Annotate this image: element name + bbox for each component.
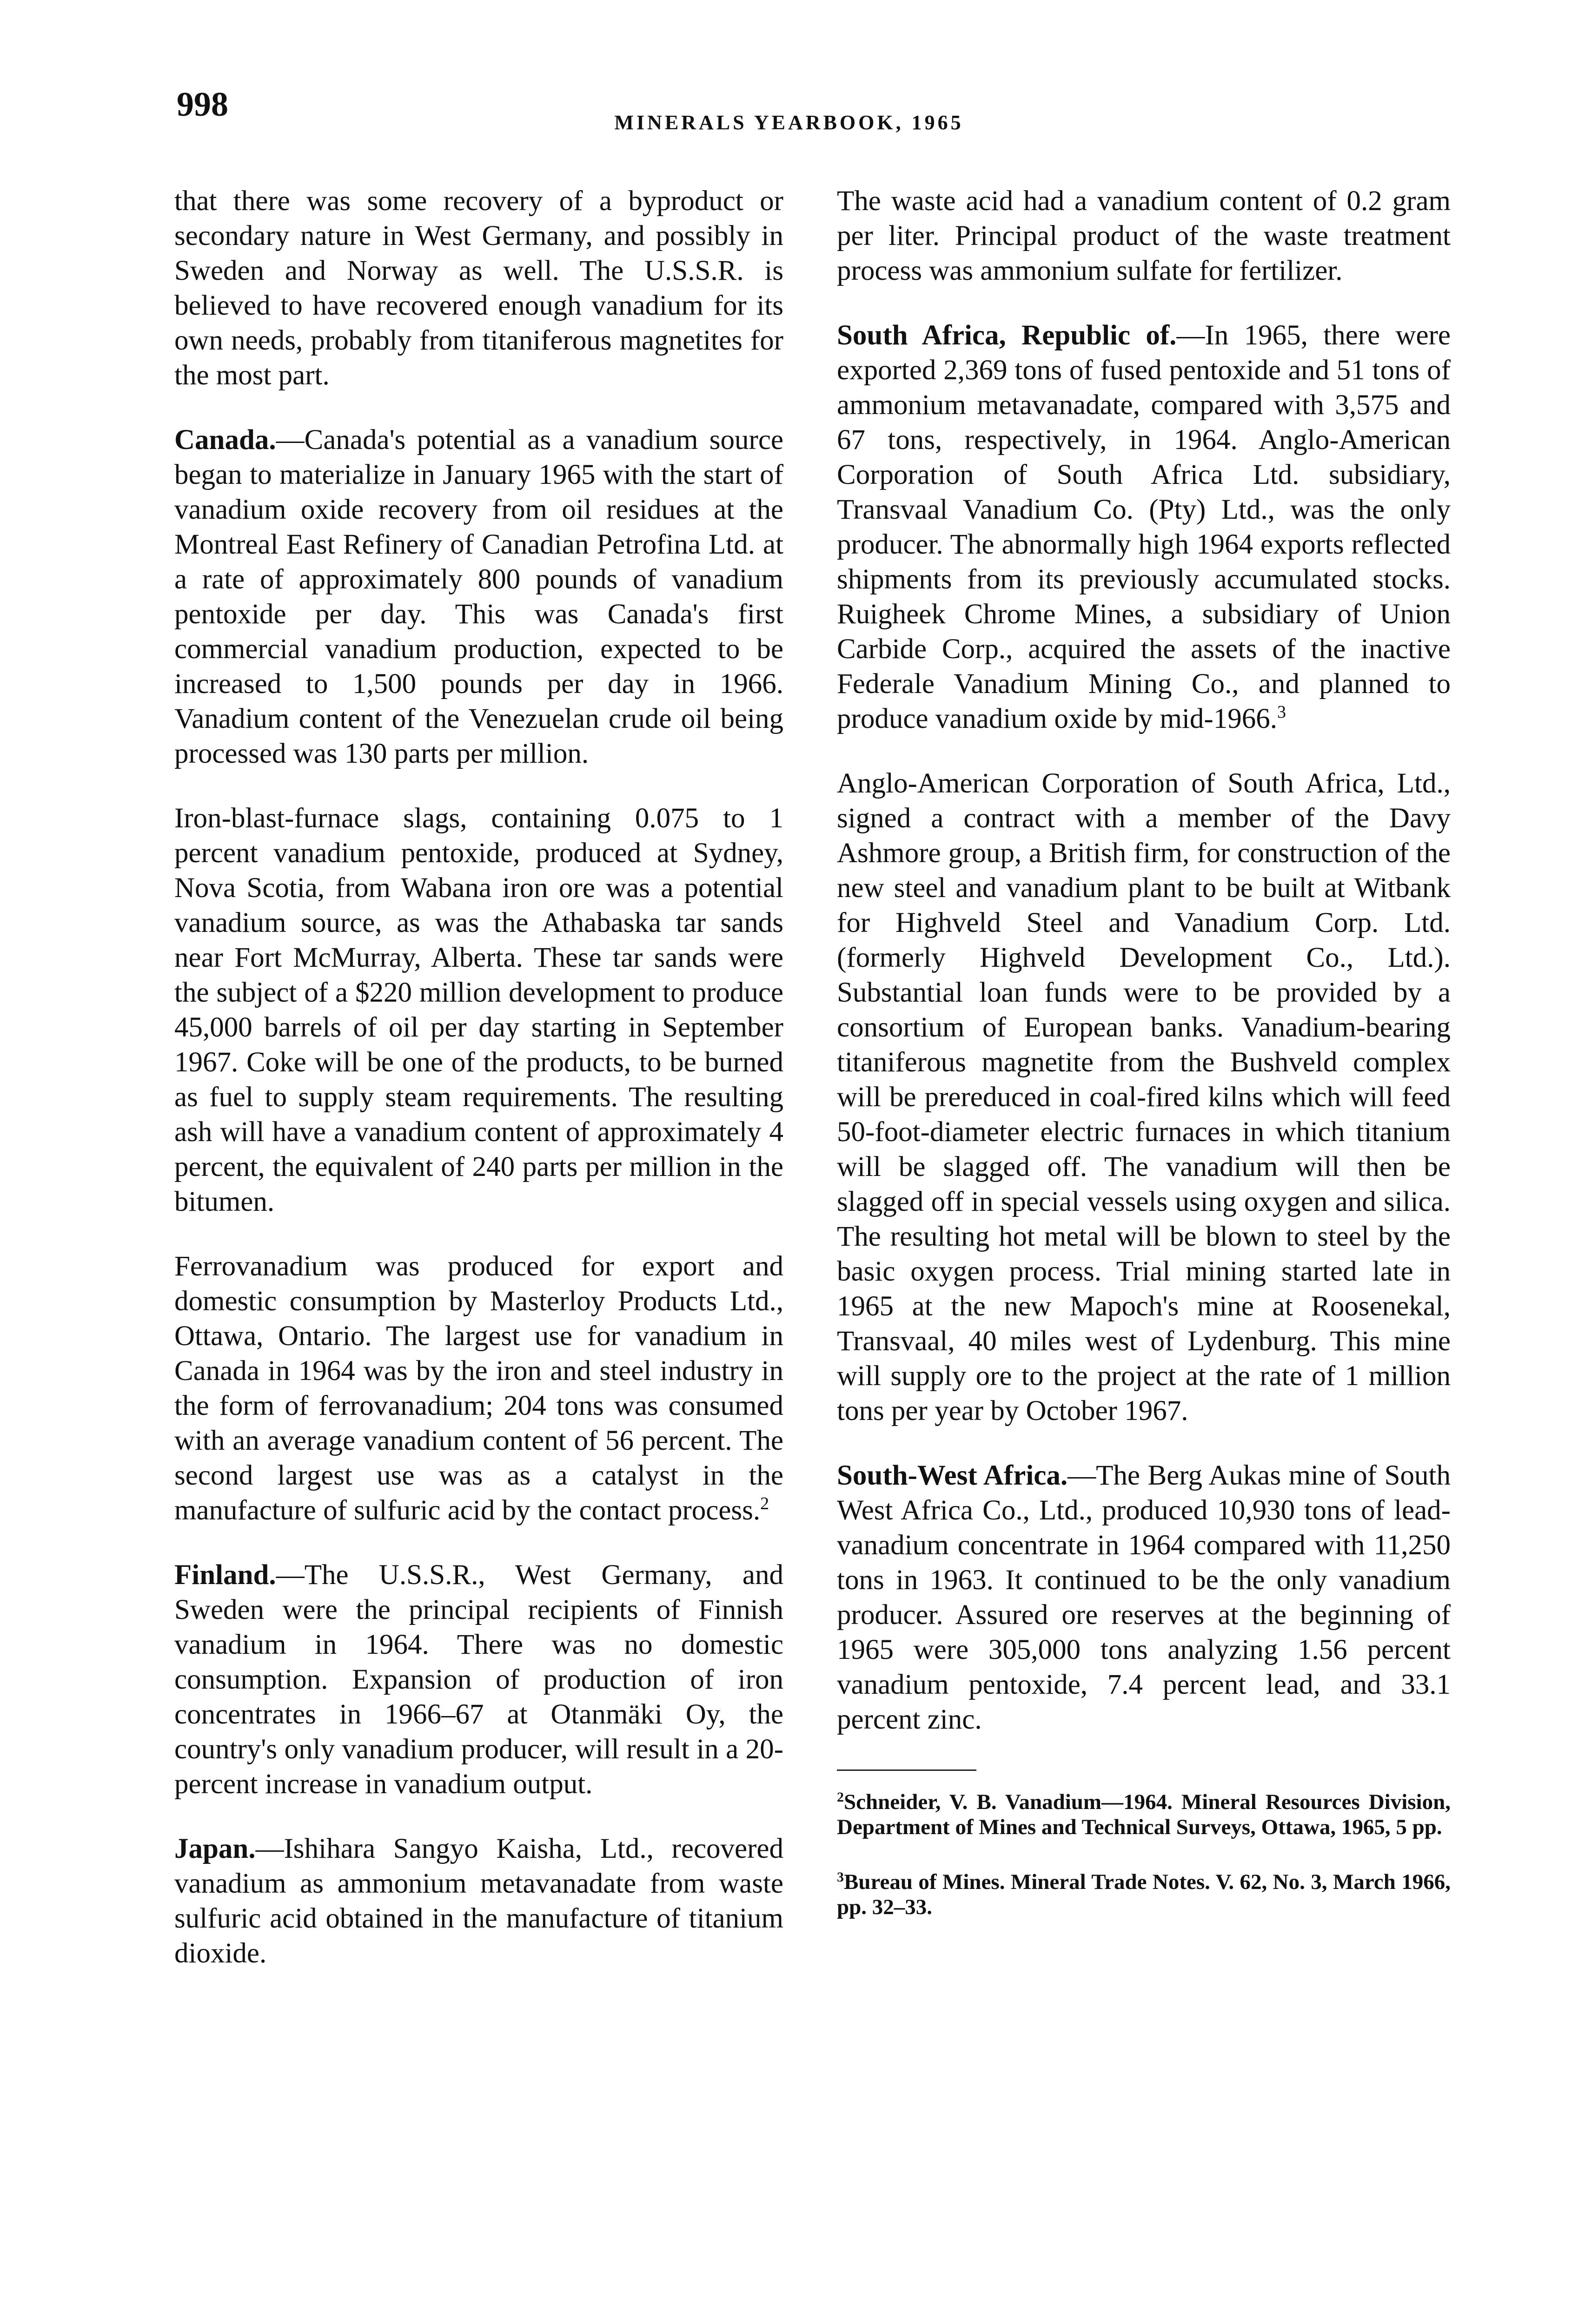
section-lead-south-africa: South Africa, Republic of.: [837, 320, 1177, 351]
left-column: [174, 184, 783, 2000]
paragraph-ferrovanadium: [174, 1249, 783, 1528]
footnote-text: Schneider, V. B. Vanadium—1964. Mineral Resources Division, Department of Mines and Technical Surveys, Ottawa, 1965, 5 pp.: [837, 1790, 1451, 1839]
section-lead-finland: Finland.: [174, 1559, 276, 1591]
paragraph-slags: Iron-blast-furnace slags, containing 0.075 to 1 percent vanadium pentoxide, produced at Sydney, Nova Scotia, from Wabana iron ore was a potential vanadium source, as was the Athabaska tar sands near Fort McMurray, Alberta. These tar sands were the subject of a $220 million development to produce 45,000 barrels of oil per day starting in September 1967. Coke will be one of the products, to be burned as fuel to supply steam requirements. The resulting ash will have a vanadium content of approximately 4 percent, the equivalent of 240 parts per million in the bitumen.: [174, 803, 783, 1217]
paragraph-south-africa: [837, 318, 1451, 736]
paragraph-japan: [174, 1831, 783, 1971]
paragraph-anglo-american: Anglo-American Corporation of South Africa, Ltd., signed a contract with a member of the Davy Ashmore group, a British firm, for construction of the new steel and vanadium plant to be built at Witbank for Highveld Steel and Vanadium Corp. Ltd. (formerly Highveld Development Co., Ltd.). Substantial loan funds were to be provided by a consortium of European banks. Vanadium-bearing titaniferous magnetite from the Bushveld complex will be prereduced in coal-fired kilns which will feed 50-foot-diameter electric furnaces in which titanium will be slagged off. The vanadium will then be slagged off in special vessels using oxygen and silica. The resulting hot metal will be blown to steel by the basic oxygen process. Trial mining started late in 1965 at the new Mapoch's mine at Roosenekal, Transvaal, 40 miles west of Lydenburg. This mine will supply ore to the project at the rate of 1 million tons per year by October 1967.: [837, 768, 1451, 1426]
footnote-ref-3: 3: [1277, 702, 1286, 722]
footnote-text: Bureau of Mines. Mineral Trade Notes. V. 62, No. 3, March 1966, pp. 32–33.: [837, 1870, 1451, 1919]
paragraph-south-west-africa: [837, 1458, 1451, 1737]
japan-text: —Ishihara Sangyo Kaisha, Ltd., recovered vanadium as ammonium metavanadate from waste sulfuric acid obtained in the manufacture of titanium dioxide.: [174, 1833, 783, 1969]
footnote-number: 3: [837, 1869, 844, 1885]
section-lead-japan: Japan.: [174, 1833, 256, 1864]
footnote: [837, 1789, 1451, 1840]
footnote-number: 2: [837, 1789, 844, 1805]
canada-text: —Canada's potential as a vanadium source began to materialize in January 1965 with the start of vanadium oxide recovery from oil residues at the Montreal East Refinery of Canadian Petrofina Ltd. at a rate of approximately 800 pounds of vanadium pentoxide per day. This was Canada's first commercial vanadium production, expected to be increased to 1,500 pounds per day in 1966. Vanadium content of the Venezuelan crude oil being processed was 130 parts per million.: [174, 424, 783, 769]
paragraph-finland: [174, 1558, 783, 1802]
right-column: [837, 184, 1451, 1949]
footnote-ref-2: 2: [760, 1494, 769, 1513]
page-number: 998: [177, 86, 228, 124]
finland-text: —The U.S.S.R., West Germany, and Sweden were the principal recipients of Finnish vanadium in 1964. There was no domestic consumption. Expansion of production of iron concentrates in 1966–67 at Otanmäki Oy, the country's only vanadium producer, will result in a 20-percent increase in vanadium output.: [174, 1559, 783, 1800]
paragraph-ussr-recovery: that there was some recovery of a byproduct or secondary nature in West Germany, and possibly in Sweden and Norway as well. The U.S.S.R. is believed to have recovered enough vanadium for its own needs, probably from titaniferous magnetites for the most part.: [174, 185, 783, 391]
south-africa-text: —In 1965, there were exported 2,369 tons of fused pentoxide and 51 tons of ammonium metavanadate, compared with 3,575 and 67 tons, respectively, in 1964. Anglo-American Corporation of South Africa Ltd. subsidiary, Transvaal Vanadium Co. (Pty) Ltd., was the only producer. The abnormally high 1964 exports reflected shipments from its previously accumulated stocks. Ruigheek Chrome Mines, a subsidiary of Union Carbide Corp., acquired the assets of the inactive Federale Vanadium Mining Co., and planned to produce vanadium oxide by mid-1966.: [837, 320, 1451, 734]
footnote-divider: [837, 1769, 976, 1771]
south-west-africa-text: —The Berg Aukas mine of South West Africa Co., Ltd., produced 10,930 tons of lead-vanadium concentrate in 1964 compared with 11,250 tons in 1963. It continued to be the only vanadium producer. Assured ore reserves at the beginning of 1965 were 305,000 tons analyzing 1.56 percent vanadium pentoxide, 7.4 percent lead, and 33.1 percent zinc.: [837, 1460, 1451, 1735]
footnote: [837, 1869, 1451, 1920]
paragraph-waste-acid: The waste acid had a vanadium content of 0.2 gram per liter. Principal product of the waste treatment process was ammonium sulfate for fertilizer.: [837, 185, 1451, 286]
paragraph-canada: [174, 423, 783, 771]
section-lead-canada: Canada.: [174, 424, 276, 456]
running-head: MINERALS YEARBOOK, 1965: [614, 111, 964, 134]
section-lead-south-west-africa: South-West Africa.: [837, 1460, 1068, 1491]
ferrovanadium-text: Ferrovanadium was produced for export and domestic consumption by Masterloy Products Ltd., Ottawa, Ontario. The largest use for vanadium in Canada in 1964 was by the iron and steel industry in the form of ferrovanadium; 204 tons was consumed with an average vanadium content of 56 percent. The second largest use was as a catalyst in the manufacture of sulfuric acid by the contact process.: [174, 1251, 783, 1526]
